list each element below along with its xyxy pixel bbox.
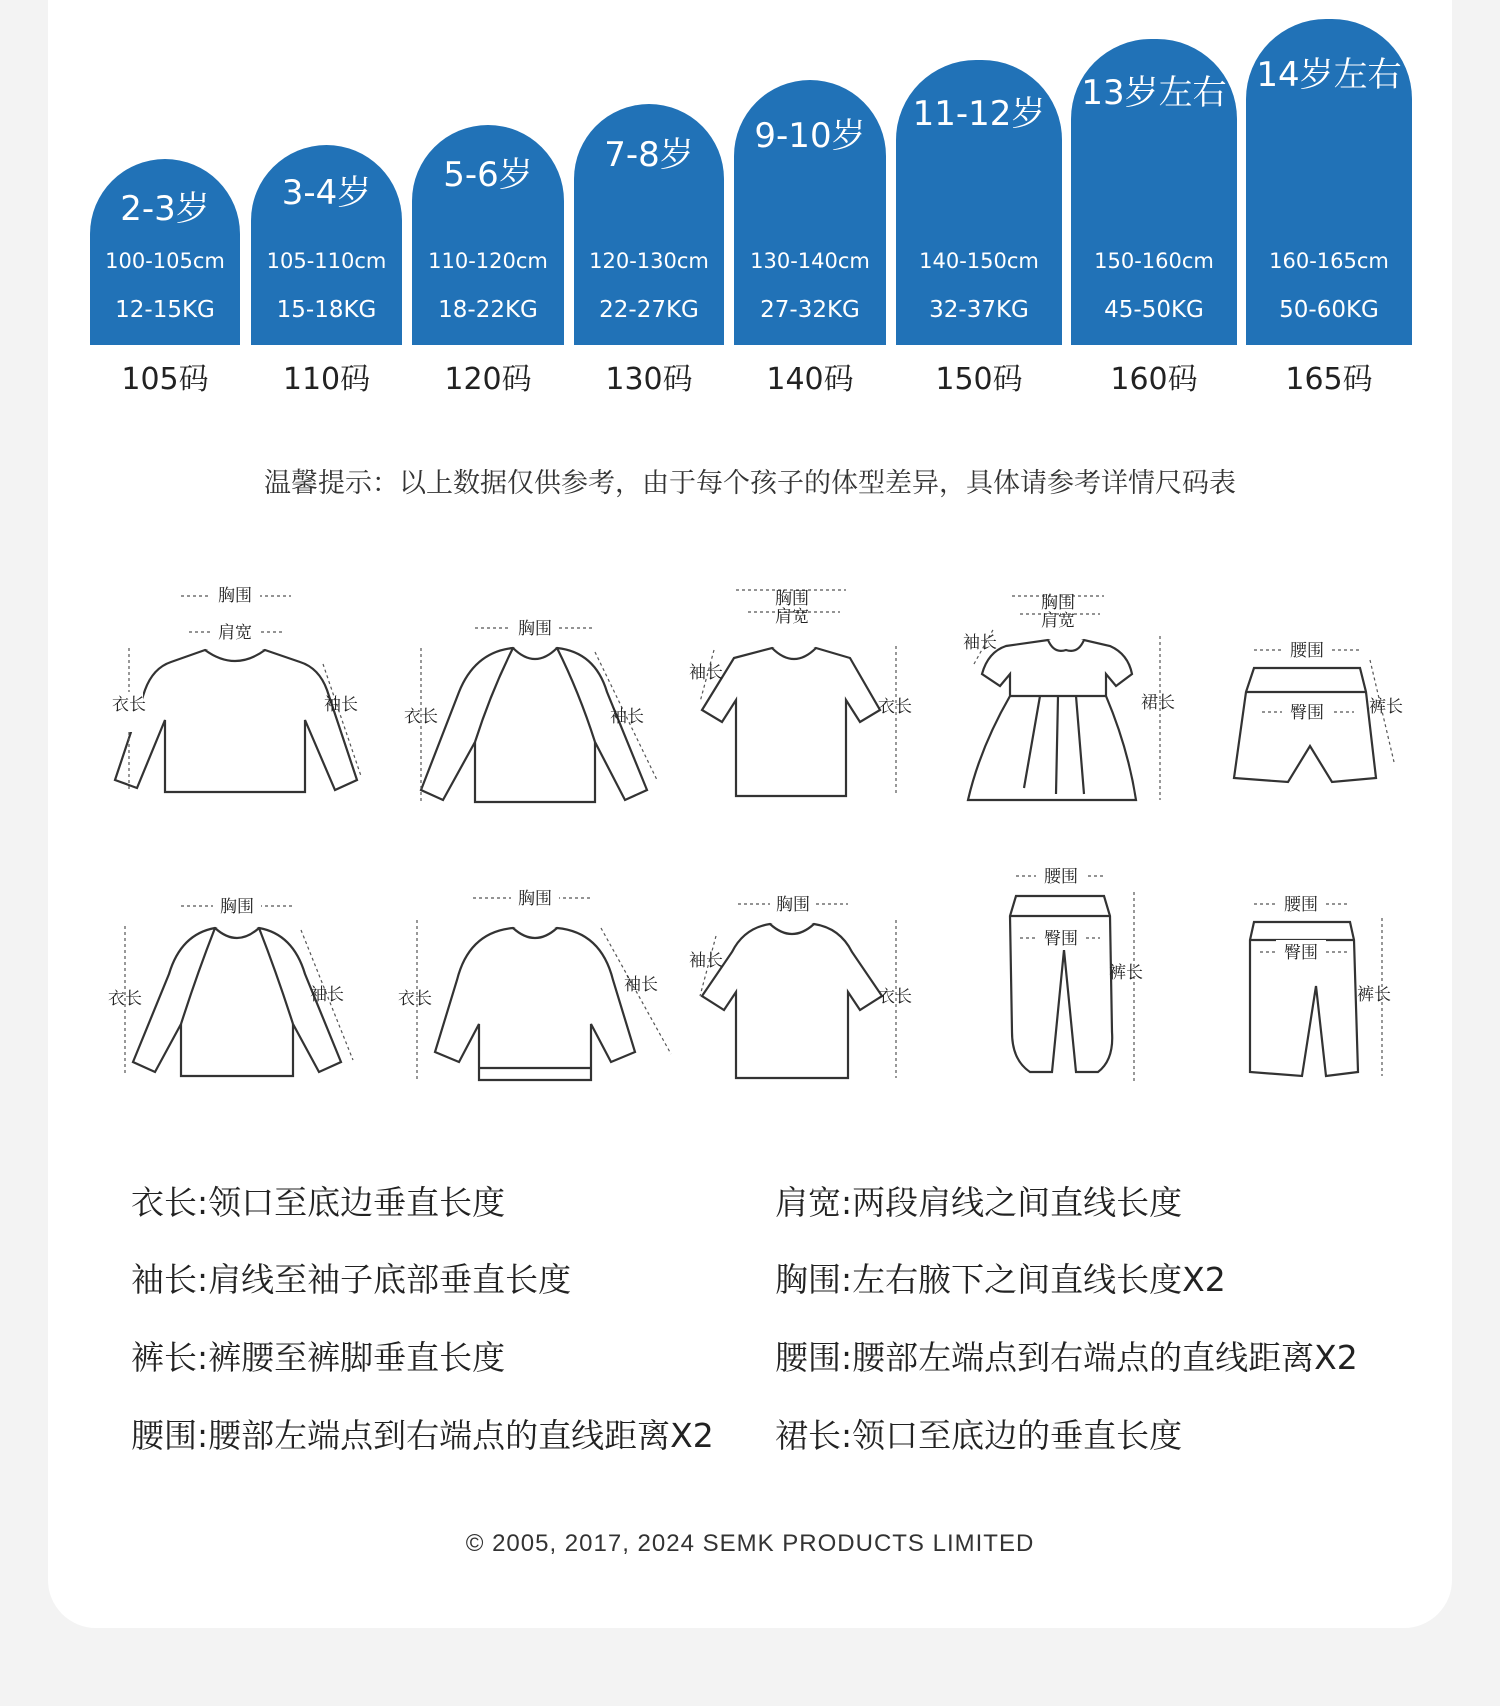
- size-code: 120码: [444, 362, 532, 397]
- label-sleeve: 袖长: [310, 985, 344, 1005]
- size-age: 5-6岁: [443, 155, 533, 195]
- size-bar-120: [412, 125, 564, 345]
- size-code: 110码: [282, 362, 371, 397]
- label-length: 衣长: [878, 987, 912, 1007]
- size-age: 3-4岁: [281, 173, 372, 213]
- size-bar-130: [574, 104, 724, 345]
- size-bar-165: [1246, 19, 1412, 345]
- size-height: 110-120cm: [428, 249, 548, 273]
- size-age: 7-8岁: [604, 135, 694, 175]
- size-height: 160-165cm: [1269, 249, 1389, 273]
- capri-diagram: [1230, 890, 1400, 1080]
- label-length: 衣长: [112, 695, 146, 715]
- size-weight: 15-18KG: [276, 297, 377, 323]
- size-height: 130-140cm: [750, 249, 870, 273]
- size-height: 105-110cm: [266, 249, 387, 273]
- label-pants: 裤长: [1109, 963, 1143, 983]
- label-hip: 臀围: [1284, 943, 1318, 963]
- label-chest: 胸围: [518, 619, 552, 639]
- label-sleeve: 袖长: [689, 663, 723, 683]
- raglan-illustration: [395, 612, 665, 812]
- definition-shoulder: 肩宽:两段肩线之间直线长度: [775, 1183, 1183, 1222]
- size-code: 140码: [766, 362, 854, 397]
- size-bar-105: [90, 159, 240, 345]
- label-length: 衣长: [398, 989, 432, 1009]
- label-pants: 裤长: [1369, 697, 1403, 717]
- sweatshirt-diagram: [395, 884, 685, 1094]
- label-hip: 臀围: [1044, 929, 1078, 949]
- definition-waist-2: 腰围:腰部左端点到右端点的直线距离X2: [775, 1338, 1358, 1377]
- size-weight: 32-37KG: [929, 297, 1029, 323]
- size-weight: 27-32KG: [760, 297, 860, 323]
- size-height: 150-160cm: [1094, 249, 1214, 273]
- label-chest: 胸围: [1041, 593, 1075, 613]
- size-age: 13岁左右: [1081, 73, 1227, 113]
- label-length: 衣长: [404, 707, 438, 727]
- size-bar-150: [896, 60, 1062, 345]
- size-height: 140-150cm: [919, 249, 1039, 273]
- size-weight: 12-15KG: [115, 297, 215, 323]
- size-bar-160: [1071, 39, 1237, 345]
- size-tip: 温馨提示：以上数据仅供参考，由于每个孩子的体型差异，具体请参考详情尺码表: [264, 468, 1236, 499]
- label-sleeve: 袖长: [689, 951, 723, 971]
- capri-illustration: [1230, 890, 1400, 1080]
- size-weight: 50-60KG: [1279, 297, 1379, 323]
- raglan-sweater-diagram: [105, 894, 365, 1094]
- jogger-illustration: [980, 862, 1160, 1092]
- label-pants: 裤长: [1357, 985, 1391, 1005]
- label-waist: 腰围: [1284, 895, 1318, 915]
- size-code: 160码: [1110, 362, 1198, 397]
- copyright: © 2005, 2017, 2024 SEMK PRODUCTS LIMITED: [465, 1530, 1035, 1557]
- raglan-tshirt-diagram: [690, 892, 920, 1082]
- label-skirt: 裙长: [1141, 693, 1175, 713]
- size-age: 9-10岁: [754, 116, 866, 156]
- dress-diagram: [960, 588, 1180, 808]
- size-weight: 45-50KG: [1104, 297, 1204, 323]
- definition-sleeve: 袖长:肩线至袖子底部垂直长度: [131, 1260, 572, 1299]
- shorts-illustration: [1218, 630, 1408, 800]
- definition-pants: 裤长:裤腰至裤脚垂直长度: [131, 1338, 506, 1377]
- size-weight: 22-27KG: [599, 297, 699, 323]
- label-shoulder: 肩宽: [218, 623, 252, 643]
- size-age: 14岁左右: [1256, 55, 1402, 95]
- tshirt-illustration: [690, 582, 920, 802]
- label-waist: 腰围: [1044, 867, 1078, 887]
- size-bar-140: [734, 80, 886, 345]
- sweater-diagram: [105, 580, 365, 810]
- sweater-illustration: [105, 580, 365, 810]
- label-chest: 胸围: [218, 586, 252, 606]
- jogger-diagram: [980, 862, 1160, 1092]
- label-sleeve: 袖长: [624, 975, 658, 995]
- label-length: 衣长: [108, 989, 142, 1009]
- raglan-diagram: [395, 612, 665, 812]
- label-chest: 胸围: [518, 889, 552, 909]
- size-height: 100-105cm: [105, 249, 225, 273]
- raglan-tshirt-illustration: [690, 892, 920, 1082]
- label-shoulder: 肩宽: [775, 607, 809, 627]
- definition-chest: 胸围:左右腋下之间直线长度X2: [775, 1260, 1226, 1299]
- label-length: 衣长: [878, 697, 912, 717]
- label-chest: 胸围: [220, 897, 254, 917]
- tshirt-diagram: [690, 582, 920, 802]
- size-code: 105码: [121, 362, 209, 397]
- label-sleeve: 袖长: [963, 633, 997, 653]
- definition-waist: 腰围:腰部左端点到右端点的直线距离X2: [131, 1416, 714, 1455]
- label-sleeve: 袖长: [610, 707, 644, 727]
- shorts-diagram: [1218, 630, 1408, 800]
- size-chart: [42, 0, 1402, 420]
- size-bar-110: [251, 145, 402, 345]
- size-code: 165码: [1285, 362, 1373, 397]
- sweatshirt-illustration: [395, 884, 685, 1094]
- definition-length: 衣长:领口至底边垂直长度: [131, 1183, 506, 1222]
- size-height: 120-130cm: [589, 249, 709, 273]
- size-code: 130码: [605, 362, 693, 397]
- label-hip: 臀围: [1290, 703, 1324, 723]
- raglan-sweater-illustration: [105, 894, 365, 1094]
- label-sleeve: 袖长: [324, 695, 358, 715]
- dress-illustration: [960, 588, 1180, 808]
- size-age: 2-3岁: [120, 189, 210, 229]
- label-chest: 胸围: [775, 589, 809, 609]
- size-weight: 18-22KG: [438, 297, 538, 323]
- label-shoulder: 肩宽: [1041, 611, 1075, 631]
- definition-skirt: 裙长:领口至底边的垂直长度: [775, 1416, 1183, 1455]
- size-code: 150码: [935, 362, 1023, 397]
- size-age: 11-12岁: [912, 94, 1046, 134]
- label-chest: 胸围: [776, 895, 810, 915]
- label-waist: 腰围: [1290, 641, 1324, 661]
